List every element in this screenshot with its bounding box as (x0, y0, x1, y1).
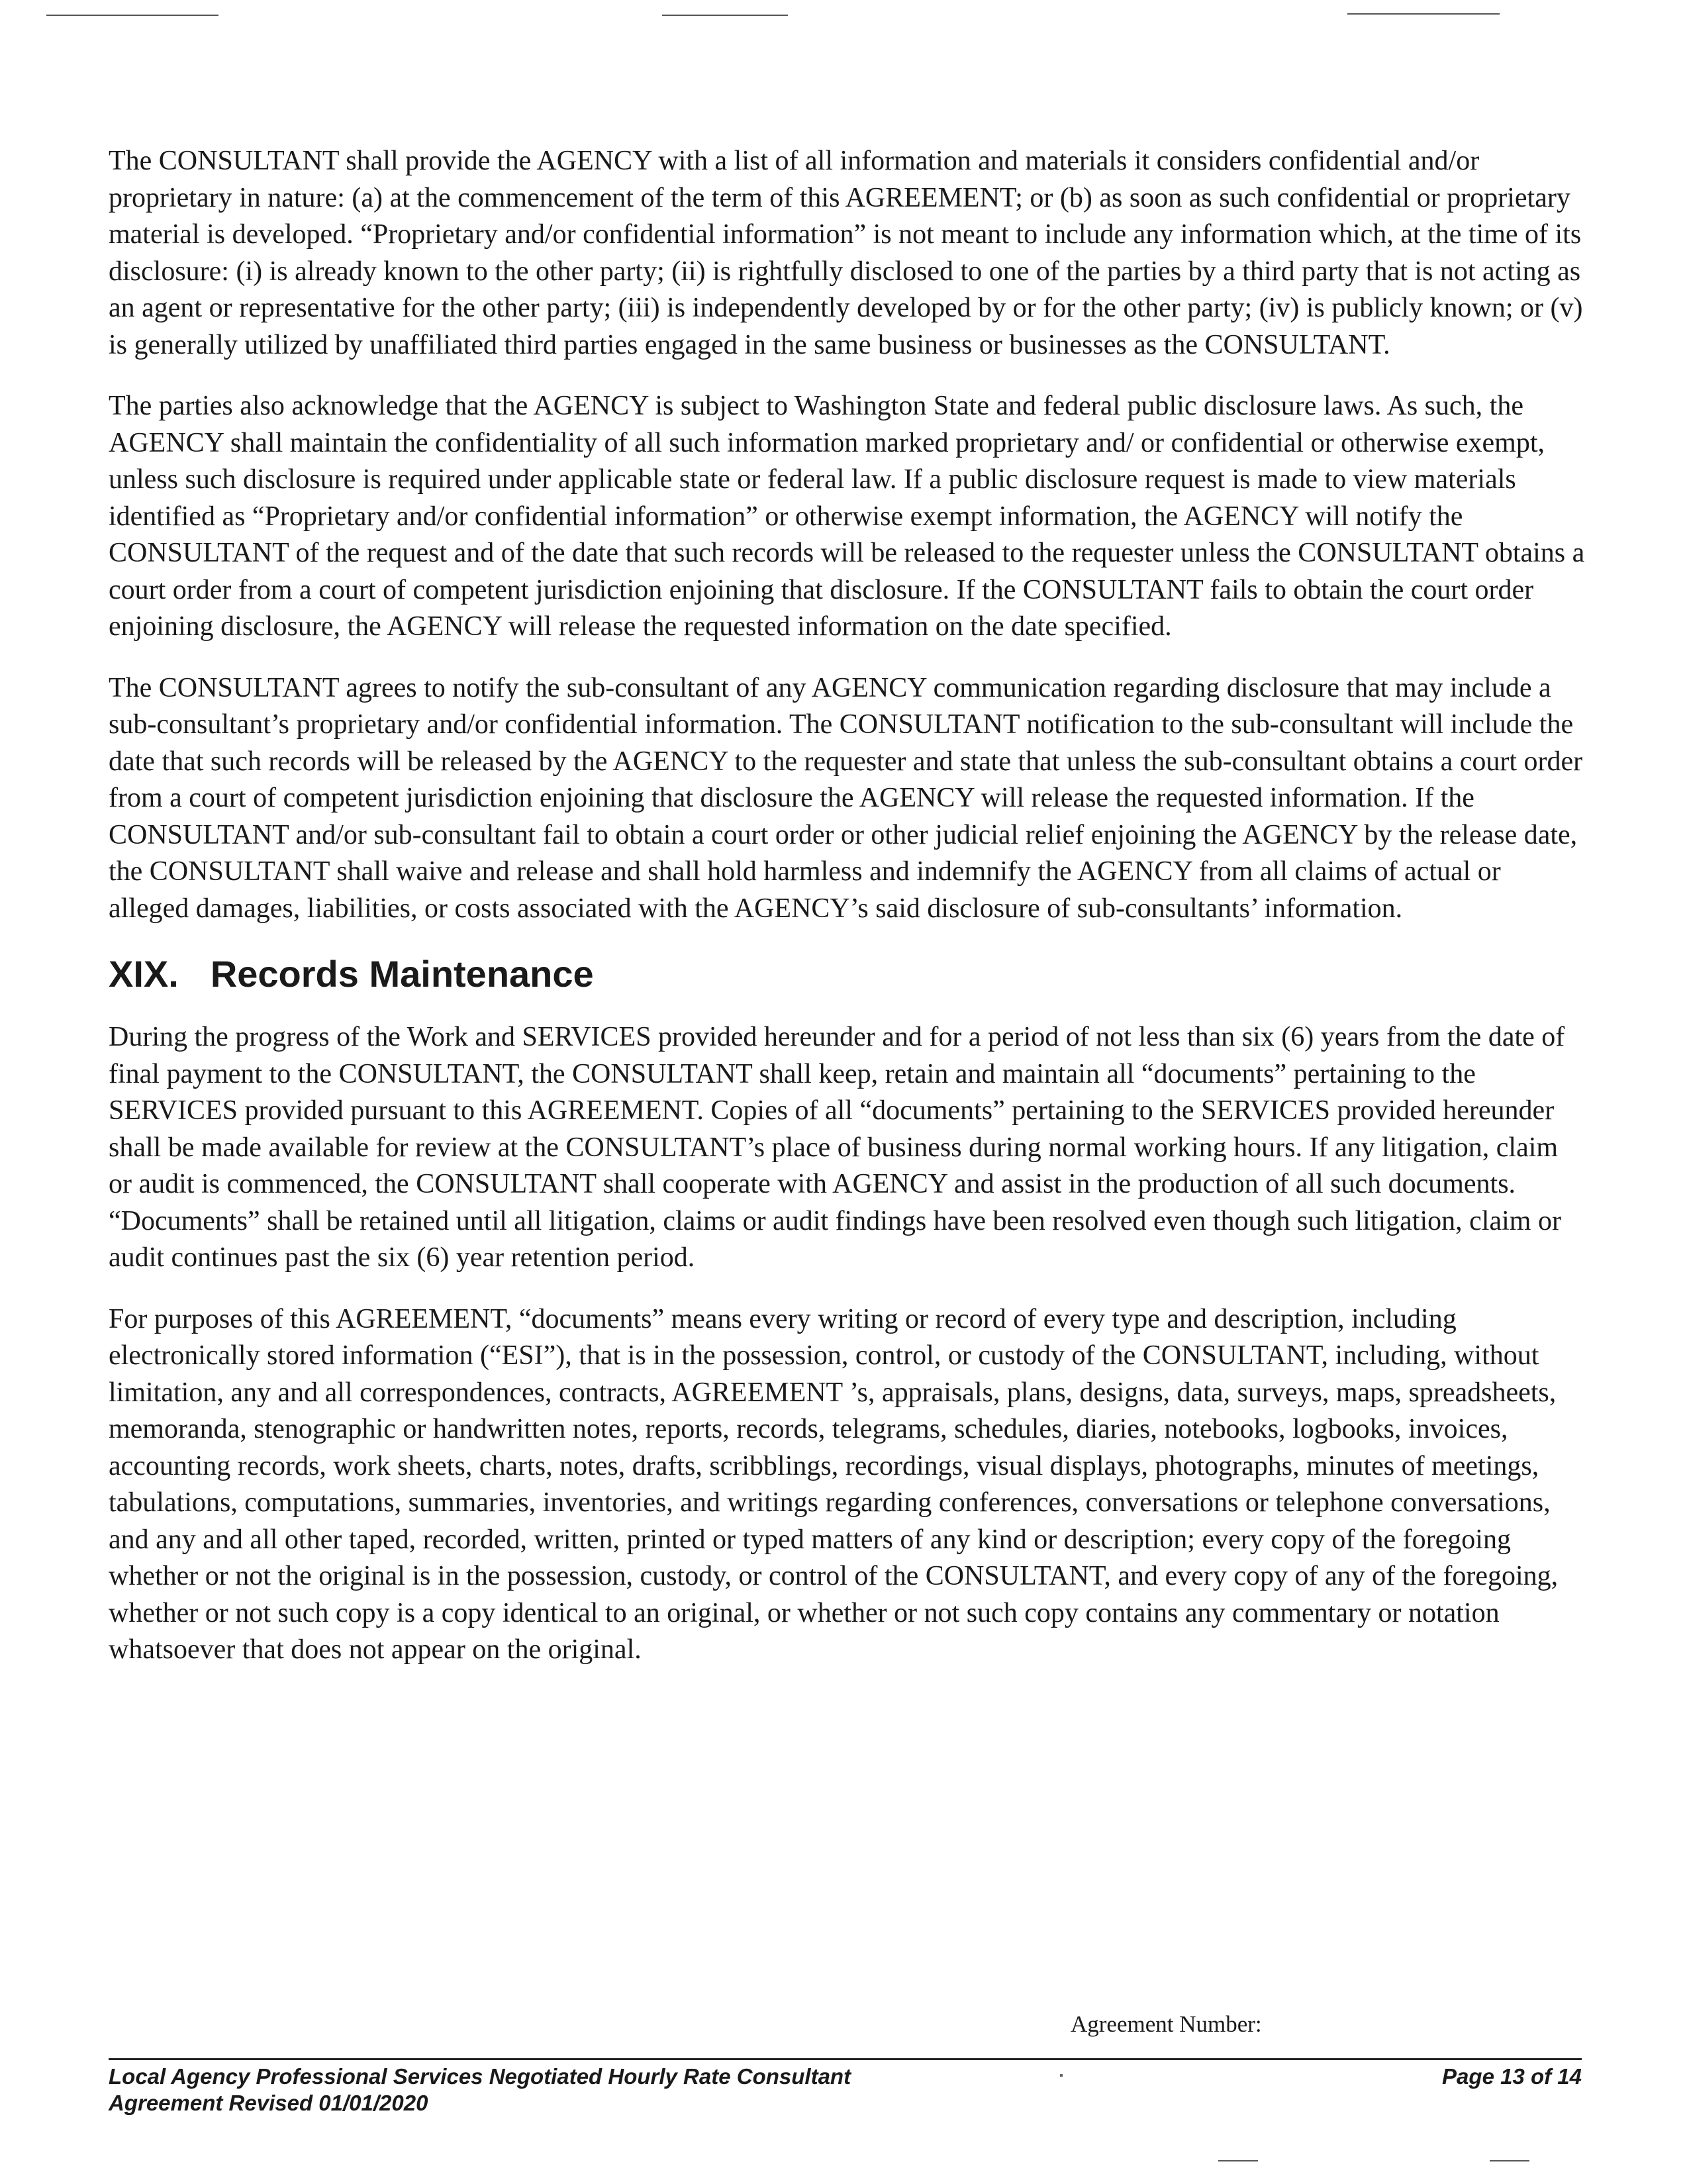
agreement-number-label: Agreement Number: (1071, 2011, 1262, 2037)
document-body (109, 143, 1585, 1693)
paragraph-public-disclosure: The parties also acknowledge that the AGENCY is subject to Washington State and federal public disclosure laws. As such, the AGENCY shall maintain the confidentiality of all such information marked proprietary and/ or confidential or otherwise exempt, unless such disclosure is required under applicable state or federal law. If a public disclosure request is made to view materials identified as “Proprietary and/or confidential information” or otherwise exempt information, the AGENCY will notify the CONSULTANT of the request and of the date that such records will be released to the requester unless the CONSULTANT obtains a court order from a court of competent jurisdiction enjoining that disclosure. If the CONSULTANT fails to obtain the court order enjoining disclosure, the AGENCY will release the requested information on the date specified. (109, 391, 1585, 642)
section-number: XIX. (109, 953, 179, 995)
scan-artifact-top-center (662, 15, 788, 16)
footer-document-title (109, 2063, 851, 2116)
scan-artifact-bottom-right-1 (1218, 2160, 1258, 2161)
section-title: Records Maintenance (210, 953, 594, 995)
paragraph-sub-consultant-notice: The CONSULTANT agrees to notify the sub-consultant of any AGENCY communication regarding disclosure that may include a sub-consultant’s proprietary and/or confidential information. The CONSULTANT notification to the sub-consultant will include the date that such records will be released by the AGENCY to the requester and state that unless the sub-consultant obtains a court order from a court of competent jurisdiction enjoining that disclosure the AGENCY will release the requested information. If the CONSULTANT and/or sub-consultant fail to obtain a court order or other judicial relief enjoining the AGENCY by the release date, the CONSULTANT shall waive and release and shall hold harmless and indemnify the AGENCY from all claims of actual or alleged damages, liabilities, or costs associated with the AGENCY’s said disclosure of sub-consultants’ information. (109, 672, 1583, 924)
paragraph-confidential-list: The CONSULTANT shall provide the AGENCY with a list of all information and materials it considers confidential and/or proprietary in nature: (a) at the commencement of the term of this AGREEMENT; or (b) as soon as such confidential or proprietary material is developed. “Proprietary and/or confidential information” is not meant to include any information which, at the time of its disclosure: (i) is already known to the other party; (ii) is rightfully disclosed to one of the parties by a third party that is not acting as an agent or representative for the other party; (iii) is independently developed by or for the other party; (iv) is publicly known; or (v) is generally utilized by unaffiliated third parties engaged in the same business or businesses as the CONSULTANT. (109, 146, 1583, 360)
footer-speck (1060, 2074, 1063, 2077)
footer-title-line-2: Agreement Revised 01/01/2020 (109, 2091, 428, 2115)
footer-title-line-1: Local Agency Professional Services Negotiated Hourly Rate Consultant (109, 2064, 851, 2089)
paragraph-records-retention: During the progress of the Work and SERVICES provided hereunder and for a period of not less than six (6) years from the date of final payment to the CONSULTANT, the CONSULTANT shall keep, retain and maintain all “documents” pertaining to the SERVICES provided pursuant to this AGREEMENT. Copies of all “documents” pertaining to the SERVICES provided hereunder shall be made available for review at the CONSULTANT’s place of business during normal working hours. If any litigation, claim or audit is commenced, the CONSULTANT shall cooperate with AGENCY and assist in the production of all such documents. “Documents” shall be retained until all litigation, claims or audit findings have been resolved even though such litigation, claim or audit continues past the six (6) year retention period. (109, 1022, 1565, 1273)
scan-artifact-top-right (1347, 13, 1500, 15)
footer-divider (109, 2058, 1582, 2060)
paragraph-documents-definition: For purposes of this AGREEMENT, “documents” means every writing or record of every type and description, including electronically stored information (“ESI”), that is in the possession, control, or custody of the CONSULTANT, including, without limitation, any and all correspondences, contracts, AGREEMENT ’s, appraisals, plans, designs, data, surveys, maps, spreadsheets, memoranda, stenographic or handwritten notes, reports, records, telegrams, schedules, diaries, notebooks, logbooks, invoices, accounting records, work sheets, charts, notes, drafts, scribblings, recordings, visual displays, photographs, minutes of meetings, tabulations, computations, summaries, inventories, and writings regarding conferences, conversations or telephone conversations, and any and all other taped, recorded, written, printed or typed matters of any kind or description; every copy of the foregoing whether or not the original is in the possession, custody, or control of the CONSULTANT, and every copy of any of the foregoing, whether or not such copy is a copy identical to an original, or whether or not such copy contains any commentary or notation whatsoever that does not appear on the original. (109, 1303, 1559, 1665)
scan-artifact-top-left (46, 15, 218, 16)
scan-artifact-bottom-right-2 (1490, 2160, 1529, 2161)
section-heading (109, 952, 1585, 997)
page-number: Page 13 of 14 (1442, 2064, 1582, 2089)
